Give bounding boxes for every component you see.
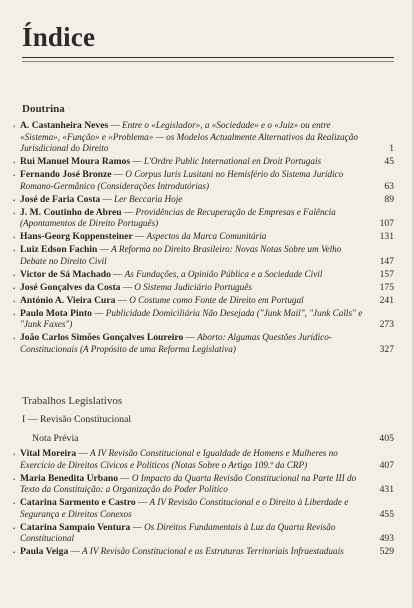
nota-previa-label: Nota Prévia	[32, 433, 79, 444]
entry-author: João Carlos Simões Gonçalves Loureiro	[20, 332, 184, 343]
entry-author: Rui Manuel Moura Ramos	[20, 156, 131, 167]
entry-author: Paulo Mota Pinto	[20, 307, 92, 319]
toc-entry: • Victor de Sá Machado — As Fundações, a Opinião Pública e a Sociedade Civil 157	[20, 269, 394, 281]
entry-page-number: 175	[379, 281, 394, 293]
entry-author: Vital Moreira	[20, 448, 77, 459]
entry-author: Luiz Edson Fachin	[20, 244, 98, 255]
entry-author: José de Faria Costa	[20, 193, 101, 205]
bullet-icon: •	[13, 451, 16, 459]
entry-page-number: 407	[379, 459, 394, 471]
toc-entry: • José Gonçalves da Costa — O Sistema Judiciário Português 175	[20, 282, 394, 294]
trabalhos-entries	[13, 448, 394, 559]
entry-page-number: 493	[379, 533, 394, 544]
title-rule	[22, 57, 394, 58]
entry-title: A IV Revisão Constitucional e as Estruturas Territoriais Infraestaduais	[82, 546, 344, 556]
toc-entry: • J. M. Coutinho de Abreu — Providências de Recuperação de Empresas e Falência (Apontamentos de Direito Português) 107	[13, 206, 394, 229]
entry-title: O Impacto da Quarta Revisão Constitucional na Parte III do Texto da Constituição: a Organização do Poder Político	[20, 472, 357, 494]
title-rule-thin	[22, 61, 394, 62]
bullet-icon: •	[13, 297, 16, 306]
entry-title: Publicidade Domiciliária Não Desejada ("Junk Mail", "Junk Calls" e "Junk Faxes")	[20, 307, 363, 329]
bullet-icon: •	[13, 209, 16, 218]
bullet-icon: •	[13, 500, 16, 508]
bullet-icon: •	[13, 310, 16, 319]
toc-entry: • Hans-Georg Koppensteiner — Aspectos da Marca Comunitária 131	[20, 231, 394, 243]
entry-title: Ler Beccaria Hoje	[113, 193, 183, 204]
doutrina-entries	[13, 120, 394, 357]
toc-entry: • Catarina Sarmento e Castro — A IV Revisão Constitucional e o Direito à Liberdade e Segurança e Direitos Conexos 455	[13, 497, 394, 520]
toc-entry: • António A. Vieira Cura — O Costume como Fonte de Direito em Portugal 241	[20, 295, 394, 307]
entry-title: Entre o «Legislador», a «Sociedade» e o «Juiz» ou entre «Sistema», «Função» e «Problema» — os Modelos Actualmente Alternativos da Realização Jurisdicional do Direito	[20, 120, 358, 153]
nota-previa-page: 405	[379, 433, 394, 444]
toc-entry: • Paulo Mota Pinto — Publicidade Domiciliária Não Desejada ("Junk Mail", "Junk Calls" e "Junk Faxes") 273	[13, 307, 394, 330]
toc-entry: • Paula Veiga — A IV Revisão Constitucional e as Estruturas Territoriais Infraestaduais 529	[20, 546, 394, 558]
entry-author: Fernando José Bronze	[20, 169, 112, 180]
entry-page-number: 241	[379, 294, 394, 306]
entry-page-number: 529	[379, 546, 394, 557]
entry-page-number: 273	[379, 319, 394, 330]
entry-page-number: 107	[379, 218, 394, 229]
bullet-icon: •	[13, 247, 16, 255]
bullet-icon: •	[13, 159, 16, 167]
entry-page-number: 63	[384, 180, 394, 192]
entry-page-number: 45	[384, 156, 394, 167]
subsection-heading: I — Revisão Constitucional	[22, 414, 132, 425]
nota-previa-entry	[32, 433, 394, 444]
section-heading-doutrina: Doutrina	[22, 103, 65, 115]
entry-title: Os Direitos Fundamentais à Luz da Quarta Revisão Constitucional	[20, 521, 336, 543]
toc-entry: • A. Castanheira Neves — Entre o «Legislador», a «Sociedade» e o «Juiz» ou entre «Sistema», «Função» e «Problema» — os Modelos Actualmente Alternativos da Realização Jurisdicional do Direito 1	[13, 120, 394, 154]
toc-entry: • Maria Benedita Urbano — O Impacto da Quarta Revisão Constitucional na Parte III do Texto da Constituição: a Organização do Poder Político 431	[13, 472, 394, 495]
entry-page-number: 157	[379, 268, 394, 280]
toc-entry: • Catarina Sampaio Ventura — Os Direitos Fundamentais à Luz da Quarta Revisão Constitucional 493	[13, 521, 394, 544]
entry-author: José Gonçalves da Costa	[20, 281, 121, 293]
entry-page-number: 147	[379, 255, 394, 267]
entry-author: Hans-Georg Koppensteiner	[20, 231, 133, 242]
bullet-icon: •	[13, 284, 16, 293]
bullet-icon: •	[13, 172, 16, 180]
toc-entry: • José de Faria Costa — Ler Beccaria Hoje 89	[20, 194, 394, 206]
entry-title: Providências de Recuperação de Empresas e Falência (Apontamentos de Direito Português)	[20, 206, 336, 228]
entry-title: A IV Revisão Constitucional e o Direito à Liberdade e Segurança e Direitos Conexos	[20, 497, 349, 519]
toc-entry: • João Carlos Simões Gonçalves Loureiro — Aborto: Algumas Questões Jurídico-Constitucionais (A Propósito de uma Reforma Legislativa) 327	[13, 332, 394, 355]
toc-entry: • Vital Moreira — A IV Revisão Constitucional e Igualdade de Homens e Mulheres no Exercício de Direitos Cívicos e Políticos (Notas Sobre o Artigo 109.º da CRP) 407	[13, 448, 394, 471]
bullet-icon: •	[13, 475, 16, 484]
bullet-icon: •	[13, 549, 16, 557]
bullet-icon: •	[13, 123, 16, 131]
entry-title: O Sistema Judiciário Português	[134, 281, 252, 292]
entry-title: As Fundações, a Opinião Pública e a Sociedade Civil	[124, 268, 323, 279]
entry-author: Paula Veiga	[20, 546, 69, 557]
entry-author: J. M. Coutinho de Abreu	[20, 206, 122, 218]
entry-page-number: 89	[384, 193, 394, 205]
page-title: Índice	[22, 22, 96, 52]
entry-page-number: 431	[379, 484, 394, 495]
entry-page-number: 327	[379, 343, 394, 355]
entry-title: L'Ordre Public International en Droit Portugais	[143, 156, 322, 166]
entry-author: Maria Benedita Urbano	[20, 472, 119, 484]
entry-page-number: 455	[379, 508, 394, 520]
toc-entry: • Rui Manuel Moura Ramos — L'Ordre Public International en Droit Portugais 45	[20, 156, 394, 168]
bullet-icon: •	[13, 524, 16, 533]
entry-title: Aspectos da Marca Comunitária	[146, 231, 267, 241]
entry-page-number: 131	[379, 231, 394, 242]
entry-author: António A. Vieira Cura	[20, 294, 116, 306]
entry-author: Victor de Sá Machado	[20, 268, 111, 280]
entry-title: Aborto: Algumas Questões Jurídico-Constitucionais (A Propósito de uma Reforma Legislativa)	[20, 332, 332, 354]
bullet-icon: •	[13, 271, 16, 280]
entry-page-number: 1	[389, 143, 394, 154]
bullet-icon: •	[13, 234, 16, 242]
toc-entry: • Luiz Edson Fachin — A Reforma no Direito Brasileiro: Novas Notas Sobre um Velho Debate no Direito Civil 147	[13, 244, 394, 267]
entry-title: O Costume como Fonte de Direito em Portugal	[129, 294, 304, 305]
entry-author: Catarina Sarmento e Castro	[20, 497, 136, 508]
entry-title: A IV Revisão Constitucional e Igualdade de Homens e Mulheres no Exercício de Direitos Cívicos e Políticos (Notas Sobre o Artigo 109.º da CRP)	[20, 448, 338, 470]
bullet-icon: •	[13, 196, 16, 205]
entry-author: A. Castanheira Neves	[20, 120, 109, 131]
toc-entry: • Fernando José Bronze — O Corpus Iuris Lusitani no Hemisfério do Sistema Jurídico Romano-Germânico (Considerações Introdutórias) 63	[13, 169, 394, 192]
bullet-icon: •	[13, 335, 16, 343]
entry-title: A Reforma no Direito Brasileiro: Novas Notas Sobre um Velho Debate no Direito Civil	[20, 244, 342, 266]
entry-title: O Corpus Iuris Lusitani no Hemisfério do Sistema Jurídico Romano-Germânico (Considerações Introdutórias)	[20, 169, 344, 191]
section-heading-trabalhos: Trabalhos Legislativos	[22, 395, 123, 407]
entry-author: Catarina Sampaio Ventura	[20, 521, 131, 533]
